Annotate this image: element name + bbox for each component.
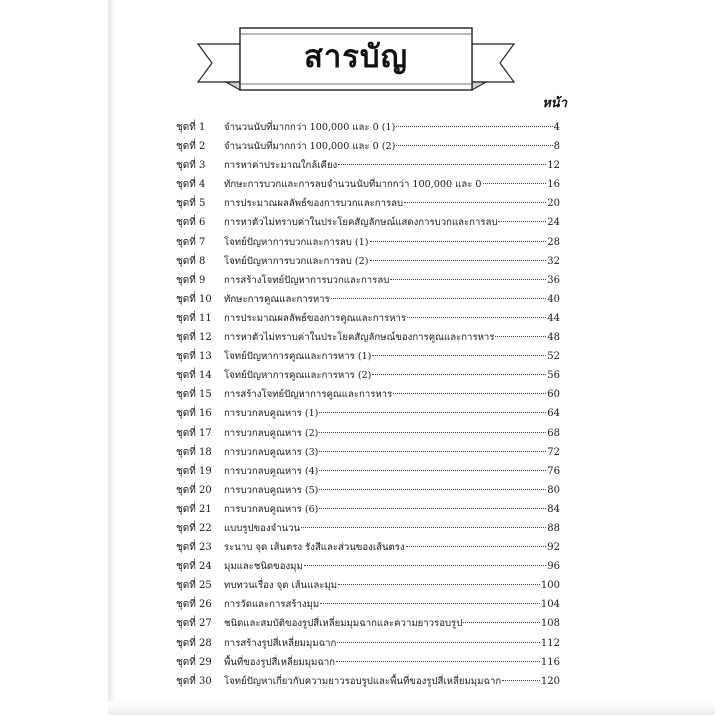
toc-set-number: ชุดที่ 5 <box>176 198 206 210</box>
toc-entry <box>176 137 560 156</box>
toc-entry-title: พื้นที่ของรูปสี่เหลี่ยมมุมฉาก <box>224 656 336 668</box>
toc-entry <box>176 309 560 328</box>
toc-entry <box>176 213 560 232</box>
toc-set-number: ชุดที่ 10 <box>176 293 212 305</box>
toc-entry <box>176 233 560 252</box>
toc-set-number: ชุดที่ 7 <box>176 236 206 248</box>
toc-dot-leader <box>319 451 546 452</box>
toc-entry-title: ทักษะการบวกและการลบจำนวนนับที่มากกว่า 100,000 และ 0 <box>224 179 482 191</box>
toc-dot-leader <box>404 202 546 203</box>
title-banner <box>196 22 516 94</box>
toc-dot-leader <box>338 584 540 585</box>
toc-set-number: ชุดที่ 6 <box>176 217 206 229</box>
toc-page-number: 28 <box>547 236 560 248</box>
toc-entry-title: การบวกลบคูณหาร (1) <box>224 408 319 420</box>
toc-page-number: 100 <box>540 580 560 592</box>
toc-entry <box>176 443 560 462</box>
toc-entry <box>176 347 560 366</box>
toc-set-number: ชุดที่ 12 <box>176 332 212 344</box>
toc-dot-leader <box>393 393 546 394</box>
toc-set-number: ชุดที่ 4 <box>176 179 206 191</box>
toc-page-number: 96 <box>547 561 560 573</box>
toc-page-number: 92 <box>547 542 560 554</box>
toc-dot-leader <box>336 661 540 662</box>
toc-entry-title: การวัดและการสร้างมุม <box>224 599 320 611</box>
toc-set-number: ชุดที่ 29 <box>176 656 212 668</box>
toc-dot-leader <box>319 489 546 490</box>
toc-entry-title: ทักษะการคูณและการหาร <box>224 293 330 305</box>
toc-entry-title: ระนาบ จุด เส้นตรง รังสีและส่วนของเส้นตรง <box>224 542 405 554</box>
toc-entry <box>176 614 560 633</box>
toc-set-number: ชุดที่ 30 <box>176 675 212 687</box>
toc-entry <box>176 271 560 290</box>
toc-entry <box>176 290 560 309</box>
toc-dot-leader <box>304 565 546 566</box>
toc-dot-leader <box>301 527 546 528</box>
toc-dot-leader <box>319 470 546 471</box>
toc-dot-leader <box>319 432 546 433</box>
toc-set-number: ชุดที่ 22 <box>176 522 212 534</box>
toc-dot-leader <box>396 145 552 146</box>
toc-set-number: ชุดที่ 26 <box>176 599 212 611</box>
toc-entry <box>176 595 560 614</box>
toc-entry-title: การหาตัวไม่ทราบค่าในประโยคสัญลักษณ์แสดงการบวกและการลบ <box>224 217 498 229</box>
toc-entry-title: มุมและชนิดของมุม <box>224 561 303 573</box>
toc-page-number: 8 <box>553 141 560 153</box>
toc-dot-leader <box>502 680 540 681</box>
toc-entry-title: จำนวนนับที่มากกว่า 100,000 และ 0 (1) <box>224 122 396 133</box>
toc-page-number: 24 <box>547 217 560 229</box>
toc-page-number: 72 <box>547 446 560 458</box>
toc-dot-leader <box>390 279 546 280</box>
toc-set-number: ชุดที่ 15 <box>176 389 212 401</box>
toc-entry <box>176 557 560 576</box>
toc-page-number: 68 <box>547 427 560 439</box>
toc-dot-leader <box>463 622 540 623</box>
toc-dot-leader <box>370 260 547 261</box>
toc-page-number: 32 <box>547 255 560 267</box>
toc-page-number: 36 <box>547 274 560 286</box>
toc-set-number: ชุดที่ 24 <box>176 561 212 573</box>
toc-dot-leader <box>319 412 546 413</box>
toc-page-number: 60 <box>547 389 560 401</box>
page-bottom-shadow <box>108 701 715 715</box>
toc-entry-title: โจทย์ปัญหาการคูณและการหาร (1) <box>224 351 372 363</box>
toc-page-number: 44 <box>547 312 560 324</box>
page-title: สารบัญ <box>303 39 409 75</box>
toc-page-number: 4 <box>553 122 560 133</box>
toc-entry-title: การหาค่าประมาณใกล้เคียง <box>224 160 338 172</box>
toc-set-number: ชุดที่ 14 <box>176 370 212 382</box>
toc-dot-leader <box>337 642 540 643</box>
toc-set-number: ชุดที่ 19 <box>176 465 212 477</box>
toc-entry <box>176 385 560 404</box>
toc-set-number: ชุดที่ 20 <box>176 484 212 496</box>
toc-entry <box>176 175 560 194</box>
toc-entry-title: การบวกลบคูณหาร (2) <box>224 427 319 439</box>
toc-entry-title: ชนิดและสมบัติของรูปสี่เหลี่ยมมุมฉากและความยาวรอบรูป <box>224 618 463 630</box>
toc-page-number: 40 <box>547 293 560 305</box>
toc-entry-title: การสร้างรูปสี่เหลี่ยมมุมฉาก <box>224 637 337 649</box>
toc-page-number: 108 <box>540 618 560 630</box>
toc-entry <box>176 519 560 538</box>
toc-entry-title: โจทย์ปัญหาเกี่ยวกับความยาวรอบรูปและพื้นที่ของรูปสี่เหลี่ยมมุมฉาก <box>224 675 502 687</box>
toc-page-number: 112 <box>540 637 560 649</box>
toc-dot-leader <box>370 241 547 242</box>
toc-entry-title: แบบรูปของจำนวน <box>224 522 301 534</box>
toc-entry <box>176 500 560 519</box>
toc-page-number: 84 <box>547 503 560 515</box>
toc-set-number: ชุดที่ 1 <box>176 122 206 133</box>
toc-dot-leader <box>320 603 540 604</box>
toc-dot-leader <box>483 183 547 184</box>
toc-page-number: 52 <box>547 351 560 363</box>
toc-entry <box>176 156 560 175</box>
toc-set-number: ชุดที่ 16 <box>176 408 212 420</box>
table-of-contents <box>176 118 560 691</box>
toc-set-number: ชุดที่ 17 <box>176 427 212 439</box>
toc-dot-leader <box>407 317 546 318</box>
toc-dot-leader <box>372 374 546 375</box>
toc-entry-title: การหาตัวไม่ทราบค่าในประโยคสัญลักษณ์ของการคูณและการหาร <box>224 332 495 344</box>
toc-page-number: 56 <box>547 370 560 382</box>
toc-entry-title: การสร้างโจทย์ปัญหาการบวกและการลบ <box>224 274 390 286</box>
toc-page-number: 88 <box>547 522 560 534</box>
toc-page-number: 16 <box>547 179 560 191</box>
toc-entry <box>176 194 560 213</box>
toc-dot-leader <box>406 546 547 547</box>
toc-entry-title: จำนวนนับที่มากกว่า 100,000 และ 0 (2) <box>224 141 396 153</box>
toc-entry <box>176 328 560 347</box>
toc-page-number: 64 <box>547 408 560 420</box>
toc-entry <box>176 672 560 691</box>
toc-page-number: 76 <box>547 465 560 477</box>
toc-set-number: ชุดที่ 25 <box>176 580 212 592</box>
toc-entry <box>176 404 560 423</box>
toc-page-number: 48 <box>547 332 560 344</box>
toc-entry-title: การบวกลบคูณหาร (3) <box>224 446 319 458</box>
toc-page-number: 12 <box>547 160 560 172</box>
toc-entry <box>176 118 560 137</box>
toc-page-number: 120 <box>540 675 560 687</box>
toc-entry-title: การสร้างโจทย์ปัญหาการคูณและการหาร <box>224 389 393 401</box>
toc-page-number: 20 <box>547 198 560 210</box>
toc-dot-leader <box>331 298 547 299</box>
toc-entry <box>176 538 560 557</box>
toc-entry-title: โจทย์ปัญหาการคูณและการหาร (2) <box>224 370 372 382</box>
toc-page-number: 80 <box>547 484 560 496</box>
toc-set-number: ชุดที่ 23 <box>176 542 212 554</box>
toc-set-number: ชุดที่ 13 <box>176 351 212 363</box>
toc-entry-title: โจทย์ปัญหาการบวกและการลบ (1) <box>224 236 369 248</box>
toc-set-number: ชุดที่ 18 <box>176 446 212 458</box>
toc-entry-title: การบวกลบคูณหาร (6) <box>224 503 319 515</box>
toc-page-number: 116 <box>540 656 560 668</box>
toc-set-number: ชุดที่ 9 <box>176 274 206 286</box>
toc-page-number: 104 <box>540 599 560 611</box>
toc-entry <box>176 481 560 500</box>
toc-dot-leader <box>495 336 546 337</box>
toc-set-number: ชุดที่ 27 <box>176 618 212 630</box>
toc-entry-title: โจทย์ปัญหาการบวกและการลบ (2) <box>224 255 369 267</box>
toc-set-number: ชุดที่ 21 <box>176 503 212 515</box>
toc-dot-leader <box>372 355 546 356</box>
toc-set-number: ชุดที่ 8 <box>176 255 206 267</box>
toc-entry-title: ทบทวนเรื่อง จุด เส้นและมุม <box>224 580 338 592</box>
toc-set-number: ชุดที่ 11 <box>176 312 212 324</box>
page-column-header: หน้า <box>542 96 567 111</box>
toc-dot-leader <box>498 221 546 222</box>
toc-entry-title: การบวกลบคูณหาร (5) <box>224 484 319 496</box>
toc-entry <box>176 653 560 672</box>
toc-entry <box>176 634 560 653</box>
toc-entry <box>176 252 560 271</box>
toc-entry <box>176 366 560 385</box>
toc-set-number: ชุดที่ 2 <box>176 141 206 153</box>
page-edge-shadow <box>108 0 116 715</box>
toc-dot-leader <box>338 164 546 165</box>
toc-entry-title: การประมาณผลลัพธ์ของการบวกและการลบ <box>224 198 404 210</box>
toc-dot-leader <box>319 508 546 509</box>
toc-dot-leader <box>396 126 552 127</box>
toc-entry-title: การประมาณผลลัพธ์ของการคูณและการหาร <box>224 312 407 324</box>
toc-entry-title: การบวกลบคูณหาร (4) <box>224 465 319 477</box>
toc-entry <box>176 424 560 443</box>
toc-entry <box>176 576 560 595</box>
toc-set-number: ชุดที่ 28 <box>176 637 212 649</box>
toc-set-number: ชุดที่ 3 <box>176 160 206 172</box>
toc-entry <box>176 462 560 481</box>
